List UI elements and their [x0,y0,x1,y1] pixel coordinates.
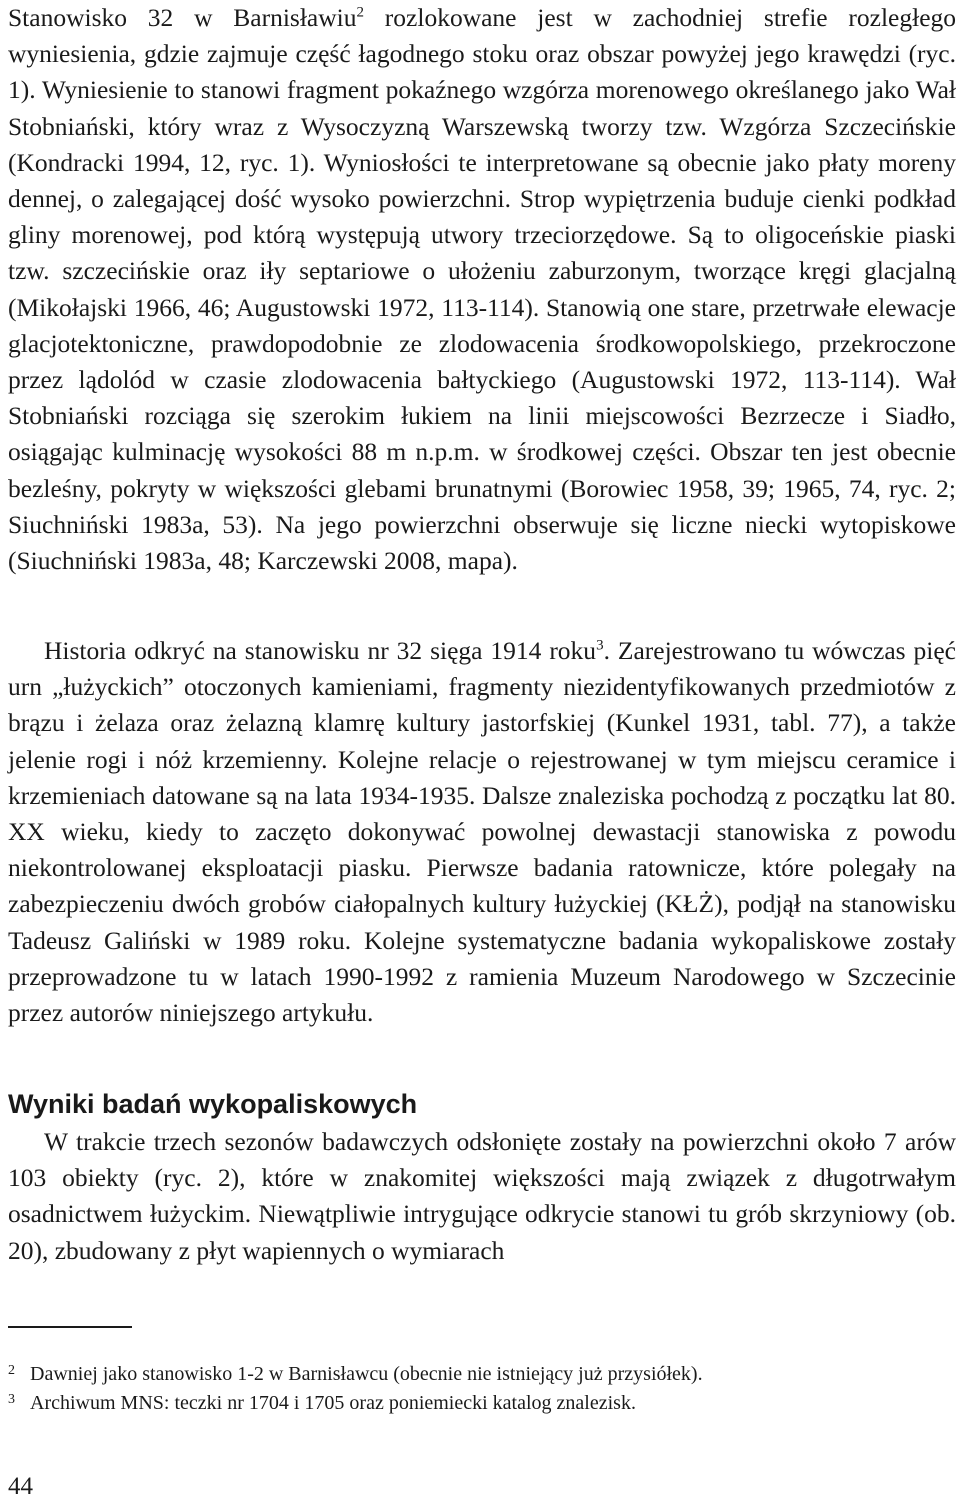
page-number: 44 [8,1473,33,1500]
paragraph-text: Historia odkryć na stanowisku nr 32 sięga 1914 roku [44,636,597,665]
footnote-ref-3[interactable]: 3 [596,637,604,654]
paragraph-text: . Zarejestrowano tu wówczas pięć urn „łużyckich” otoczonych kamieniami, fragmenty niezidentyfikowanych przedmiotów z brązu i żelaza oraz żelazną klamrę kultury jastorfskiej (Kunkel 1931, tabl. 77), a także jelenie rogi i nóż krzemienny. Kolejne relacje o rejestrowanej w tym miejscu ceramice i krzemieniach datowane są na lata 1934-1935. Dalsze znaleziska pochodzą z początku lat 80. XX wieku, kiedy to zaczęto dokonywać powolnej dewastacji stanowiska z powodu niekontrolowanej eksploatacji piasku. Pierwsze badania ratownicze, które polegały na zabezpieczeniu dwóch grobów ciałopalnych kultury łużyckiej (KŁŻ), podjął na stanowisku Tadeusz Galiński w 1989 roku. Kolejne systematyczne badania wykopaliskowe zostały przeprowadzone tu w latach 1990-1992 z ramienia Muzeum Narodowego w Szczecinie przez autorów niniejszego artykułu. [8,636,956,1028]
paragraph-site-description [8,0,956,579]
footnote-number: 2 [8,1363,15,1378]
footnote-3 [8,1386,956,1417]
footnote-ref-2[interactable]: 2 [356,4,365,21]
paragraph-discovery-history [8,633,956,1031]
footnote-2 [8,1357,956,1388]
section-heading: Wyniki badań wykopaliskowych [8,1089,418,1119]
footnote-text: Dawniej jako stanowisko 1-2 w Barnisławcu (obecnie nie istniejący już przysiółek). [30,1363,703,1385]
paragraph-text: rozlokowane jest w zachodniej strefie rozległego wyniesienia, gdzie zajmuje część łagodnego stoku oraz obszar powyżej jego krawędzi (ryc. 1). Wyniesienie to stanowi fragment pokaźnego wzgórza morenowego określanego jako Wał Stobniański, który wraz z Wysoczyzną Warszewską tworzy tzw. Wzgórza Szczecińskie (Kondracki 1994, 12, ryc. 1). Wyniosłości te interpretowane są obecnie jako płaty moreny dennej, o zalegającej dość wysoko powierzchni. Strop wypiętrzenia buduje cienki podkład gliny morenowej, pod którą występują utwory trzeciorzędowe. Są to oligoceńskie piaski tzw. szczecińskie oraz iły septariowe o ułożeniu zaburzonym, tworzące kręgi glacjalną (Mikołajski 1966, 46; Augustowski 1972, 113-114). Stanowią one stare, przetrwałe elewacje glacjotektoniczne, prawdopodobnie ze zlodowacenia środkowopolskiego, przekroczone przez lądolód w czasie zlodowacenia bałtyckiego (Augustowski 1972, 113-114). Wał Stobniański rozciąga się szerokim łukiem na linii miejscowości Bezrzecze i Siadło, osiągając kulminację wysokości 88 m n.p.m. w środkowej części. Obszar ten jest obecnie bezleśny, pokryty w większości glebami brunatnymi (Borowiec 1958, 39; 1965, 74, ryc. 2; Siuchniński 1983a, 53). Na jego powierzchni obserwuje się liczne niecki wytopiskowe (Siuchniński 1983a, 48; Karczewski 2008, mapa). [8,3,957,576]
footnote-separator [8,1326,132,1328]
footnote-number: 3 [8,1392,15,1407]
paragraph-text: Stanowisko 32 w Barnisławiu [8,3,357,32]
footnote-text: Archiwum MNS: teczki nr 1704 i 1705 oraz poniemiecki katalog znalezisk. [30,1392,636,1414]
paragraph-results: W trakcie trzech sezonów badawczych odsłonięte zostały na powierzchni około 7 arów 103 obiekty (ryc. 2), które w znakomitej większości mają związek z długotrwałym osadnictwem łużyckim. Niewątpliwie intrygujące odkrycie stanowi tu grób skrzyniowy (ob. 20), zbudowany z płyt wapiennych o wymiarach [8,1127,956,1265]
